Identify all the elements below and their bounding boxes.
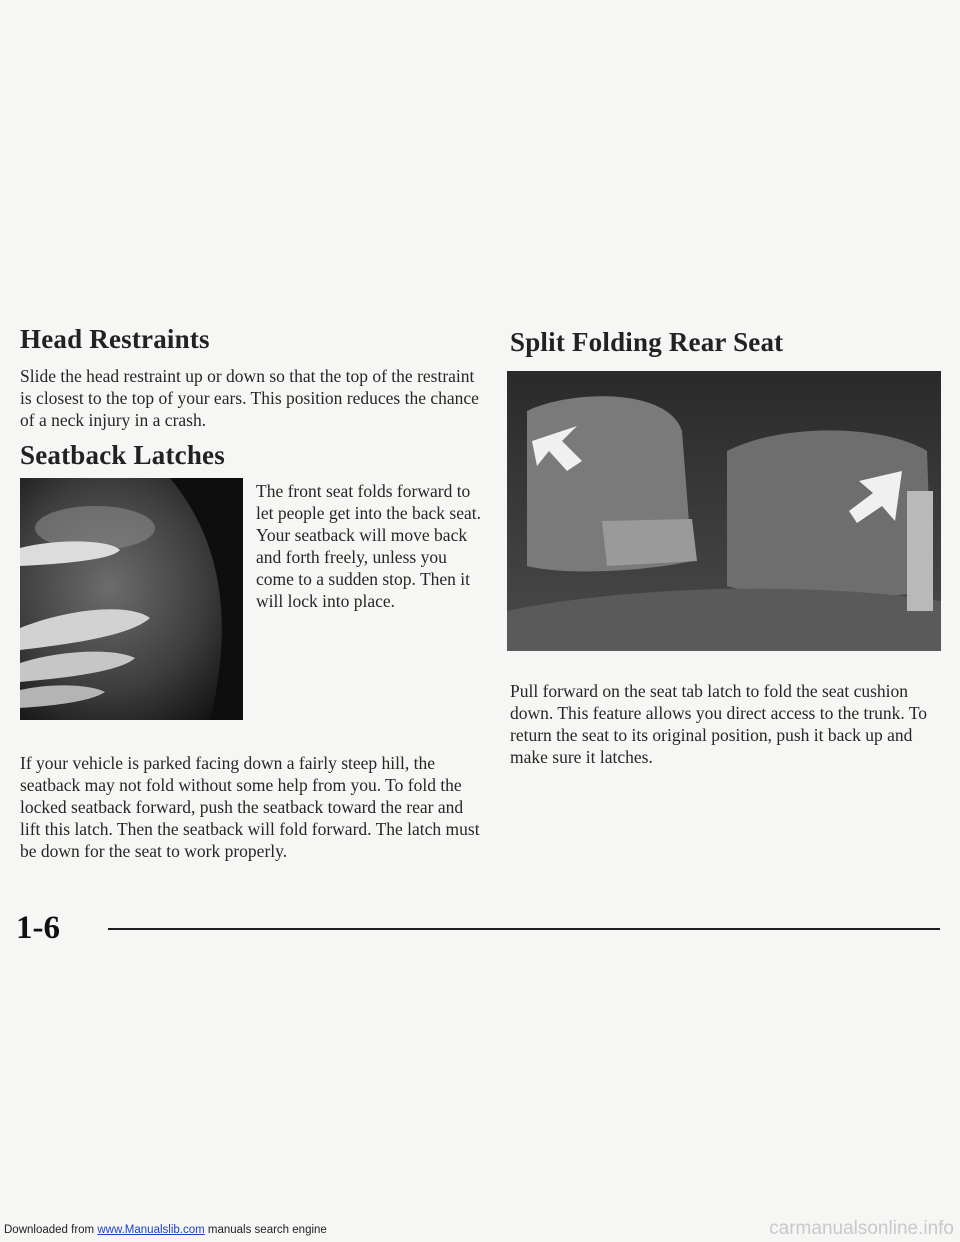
page-number: 1-6 [16, 910, 60, 946]
split-folding-text: Pull forward on the seat tab latch to fold the seat cushion down. This feature allows you direct access to the trunk. To return the seat to its original position, push it back up and make sure it latches. [510, 681, 928, 767]
footer-rule [108, 928, 940, 930]
footer-suffix: manuals search engine [204, 1224, 327, 1236]
seatback-latch-photo [20, 478, 243, 720]
heading-head-restraints: Head Restraints [20, 324, 210, 354]
rear-seat-photo [507, 371, 941, 651]
heading-seatback-latches: Seatback Latches [20, 440, 225, 470]
download-footer [4, 1224, 327, 1236]
head-restraints-text: Slide the head restraint up or down so that the top of the restraint is closest to the top of your ears. This position reduces the chance of a neck injury in a crash. [20, 366, 479, 430]
manualslib-link[interactable]: www.Manualslib.com [97, 1224, 205, 1236]
watermark: carmanualsonline.info [769, 1218, 954, 1239]
seatback-latches-text: The front seat folds forward to let people get into the back seat. Your seatback will move back and forth freely, unless you come to a sudden stop. Then it will lock into place. [256, 481, 481, 611]
seatback-latches-hill-text: If your vehicle is parked facing down a fairly steep hill, the seatback may not fold without some help from you. To fold the locked seatback forward, push the seatback toward the rear and lift this latch. Then the seatback will fold forward. The latch must be down for the seat to work properly. [20, 753, 480, 861]
footer-prefix: Downloaded from [4, 1224, 98, 1236]
heading-split-folding-rear-seat: Split Folding Rear Seat [510, 327, 784, 357]
